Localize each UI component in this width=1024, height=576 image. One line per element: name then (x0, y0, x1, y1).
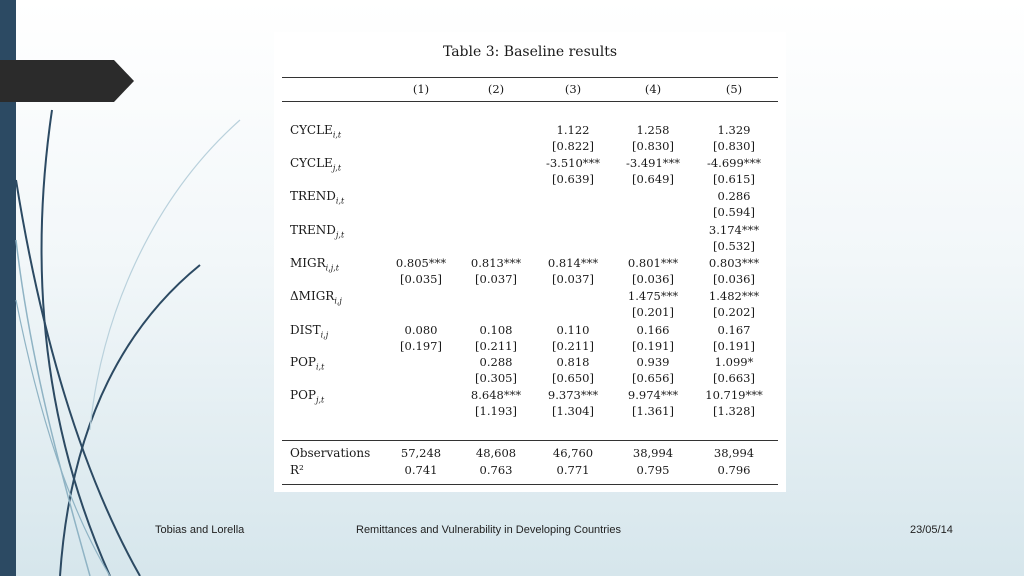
std-error-cell: [0.037] (475, 272, 517, 286)
footer-stat-cell: 0.741 (404, 463, 438, 477)
row-label-var: TREND (290, 189, 336, 203)
coefficient-cell: 0.166 (636, 323, 670, 337)
row-label (290, 123, 341, 139)
row-label (290, 256, 339, 272)
row-label-var: CYCLE (290, 156, 333, 170)
std-error-cell: [1.193] (475, 404, 517, 418)
title-arrow-tab (0, 60, 134, 102)
std-error-cell: [0.035] (400, 272, 442, 286)
coefficient-cell: 0.108 (479, 323, 513, 337)
coefficient-cell: 0.818 (556, 355, 590, 369)
column-header: (1) (412, 82, 430, 96)
std-error-cell: [1.328] (713, 404, 755, 418)
std-error-cell: [0.211] (475, 339, 517, 353)
std-error-cell: [1.361] (632, 404, 674, 418)
row-label (290, 189, 344, 205)
std-error-cell: [0.211] (552, 339, 594, 353)
std-error-cell: [1.304] (552, 404, 594, 418)
table-footer-rule (282, 440, 778, 441)
row-label-subscript: i,j,t (325, 263, 339, 273)
coefficient-cell: 1.475*** (627, 289, 679, 303)
std-error-cell: [0.191] (713, 339, 755, 353)
coefficient-cell: -3.491*** (625, 156, 681, 170)
std-error-cell: [0.663] (713, 371, 755, 385)
row-label-var: ΔMIGR (290, 289, 335, 303)
footer-stat-cell: 48,608 (475, 446, 517, 460)
std-error-cell: [0.656] (632, 371, 674, 385)
footer-stat-cell: 0.771 (556, 463, 590, 477)
coefficient-cell: -3.510*** (545, 156, 601, 170)
row-label-var: POP (290, 388, 316, 402)
row-label-var: CYCLE (290, 123, 333, 137)
coefficient-cell: 1.122 (556, 123, 590, 137)
footer-title: Remittances and Vulnerability in Developing Countries (356, 524, 621, 536)
column-header: (4) (644, 82, 662, 96)
coefficient-cell: 0.110 (556, 323, 590, 337)
footer-stat-cell: 57,248 (400, 446, 442, 460)
footer-row-label: R² (290, 463, 304, 477)
footer-date: 23/05/14 (910, 524, 953, 536)
std-error-cell: [0.639] (552, 172, 594, 186)
coefficient-cell: -4.699*** (706, 156, 762, 170)
std-error-cell: [0.191] (632, 339, 674, 353)
table-bottom-rule (282, 484, 778, 485)
std-error-cell: [0.202] (713, 305, 755, 319)
row-label (290, 156, 341, 172)
row-label-subscript: j,t (332, 163, 342, 173)
coefficient-cell: 0.288 (479, 355, 513, 369)
coefficient-cell: 0.080 (404, 323, 438, 337)
row-label-subscript: j,t (335, 230, 345, 240)
table-top-rule (282, 77, 778, 78)
std-error-cell: [0.036] (713, 272, 755, 286)
footer-stat-cell: 0.796 (717, 463, 751, 477)
row-label-var: POP (290, 355, 316, 369)
footer-stat-cell: 0.763 (479, 463, 513, 477)
row-label-subscript: j,t (316, 395, 325, 405)
std-error-cell: [0.201] (632, 305, 674, 319)
coefficient-cell: 8.648*** (470, 388, 522, 402)
coefficient-cell: 0.814*** (547, 256, 599, 270)
column-header: (2) (487, 82, 505, 96)
results-table (274, 32, 786, 492)
row-label-subscript: i,j (320, 330, 329, 340)
std-error-cell: [0.037] (552, 272, 594, 286)
footer-stat-cell: 46,760 (552, 446, 594, 460)
row-label-subscript: i,t (316, 362, 325, 372)
row-label (290, 323, 328, 339)
std-error-cell: [0.649] (632, 172, 674, 186)
row-label (290, 223, 344, 239)
coefficient-cell: 1.482*** (708, 289, 760, 303)
std-error-cell: [0.532] (713, 239, 755, 253)
coefficient-cell: 1.329 (717, 123, 751, 137)
row-label-var: TREND (290, 223, 336, 237)
coefficient-cell: 3.174*** (708, 223, 760, 237)
row-label (290, 355, 324, 371)
row-label-var: DIST (290, 323, 321, 337)
coefficient-cell: 0.813*** (470, 256, 522, 270)
coefficient-cell: 1.099* (714, 355, 754, 369)
table-title: Table 3: Baseline results (442, 44, 618, 60)
coefficient-cell: 10.719*** (705, 388, 763, 402)
footer-stat-cell: 38,994 (713, 446, 755, 460)
coefficient-cell: 0.167 (717, 323, 751, 337)
std-error-cell: [0.822] (552, 139, 594, 153)
footer-row-label: Observations (290, 446, 371, 460)
row-label-var: MIGR (290, 256, 326, 270)
column-header: (5) (725, 82, 743, 96)
footer-stat-cell: 0.795 (636, 463, 670, 477)
coefficient-cell: 0.803*** (708, 256, 760, 270)
row-label-subscript: i,t (332, 130, 342, 140)
row-label (290, 388, 324, 404)
coefficient-cell: 0.801*** (627, 256, 679, 270)
std-error-cell: [0.594] (713, 205, 755, 219)
coefficient-cell: 0.805*** (395, 256, 447, 270)
std-error-cell: [0.305] (475, 371, 517, 385)
footer-stat-cell: 38,994 (632, 446, 674, 460)
table-header-rule (282, 101, 778, 102)
column-header: (3) (564, 82, 582, 96)
std-error-cell: [0.036] (632, 272, 674, 286)
footer-authors: Tobias and Lorella (155, 524, 245, 536)
std-error-cell: [0.650] (552, 371, 594, 385)
std-error-cell: [0.197] (400, 339, 442, 353)
std-error-cell: [0.830] (713, 139, 755, 153)
coefficient-cell: 1.258 (636, 123, 670, 137)
row-label-subscript: i,t (335, 196, 345, 206)
std-error-cell: [0.830] (632, 139, 674, 153)
coefficient-cell: 9.373*** (547, 388, 599, 402)
coefficient-cell: 9.974*** (627, 388, 679, 402)
row-label (290, 289, 342, 305)
coefficient-cell: 0.939 (636, 355, 670, 369)
coefficient-cell: 0.286 (717, 189, 751, 203)
std-error-cell: [0.615] (713, 172, 755, 186)
row-label-subscript: i,j (334, 296, 342, 306)
